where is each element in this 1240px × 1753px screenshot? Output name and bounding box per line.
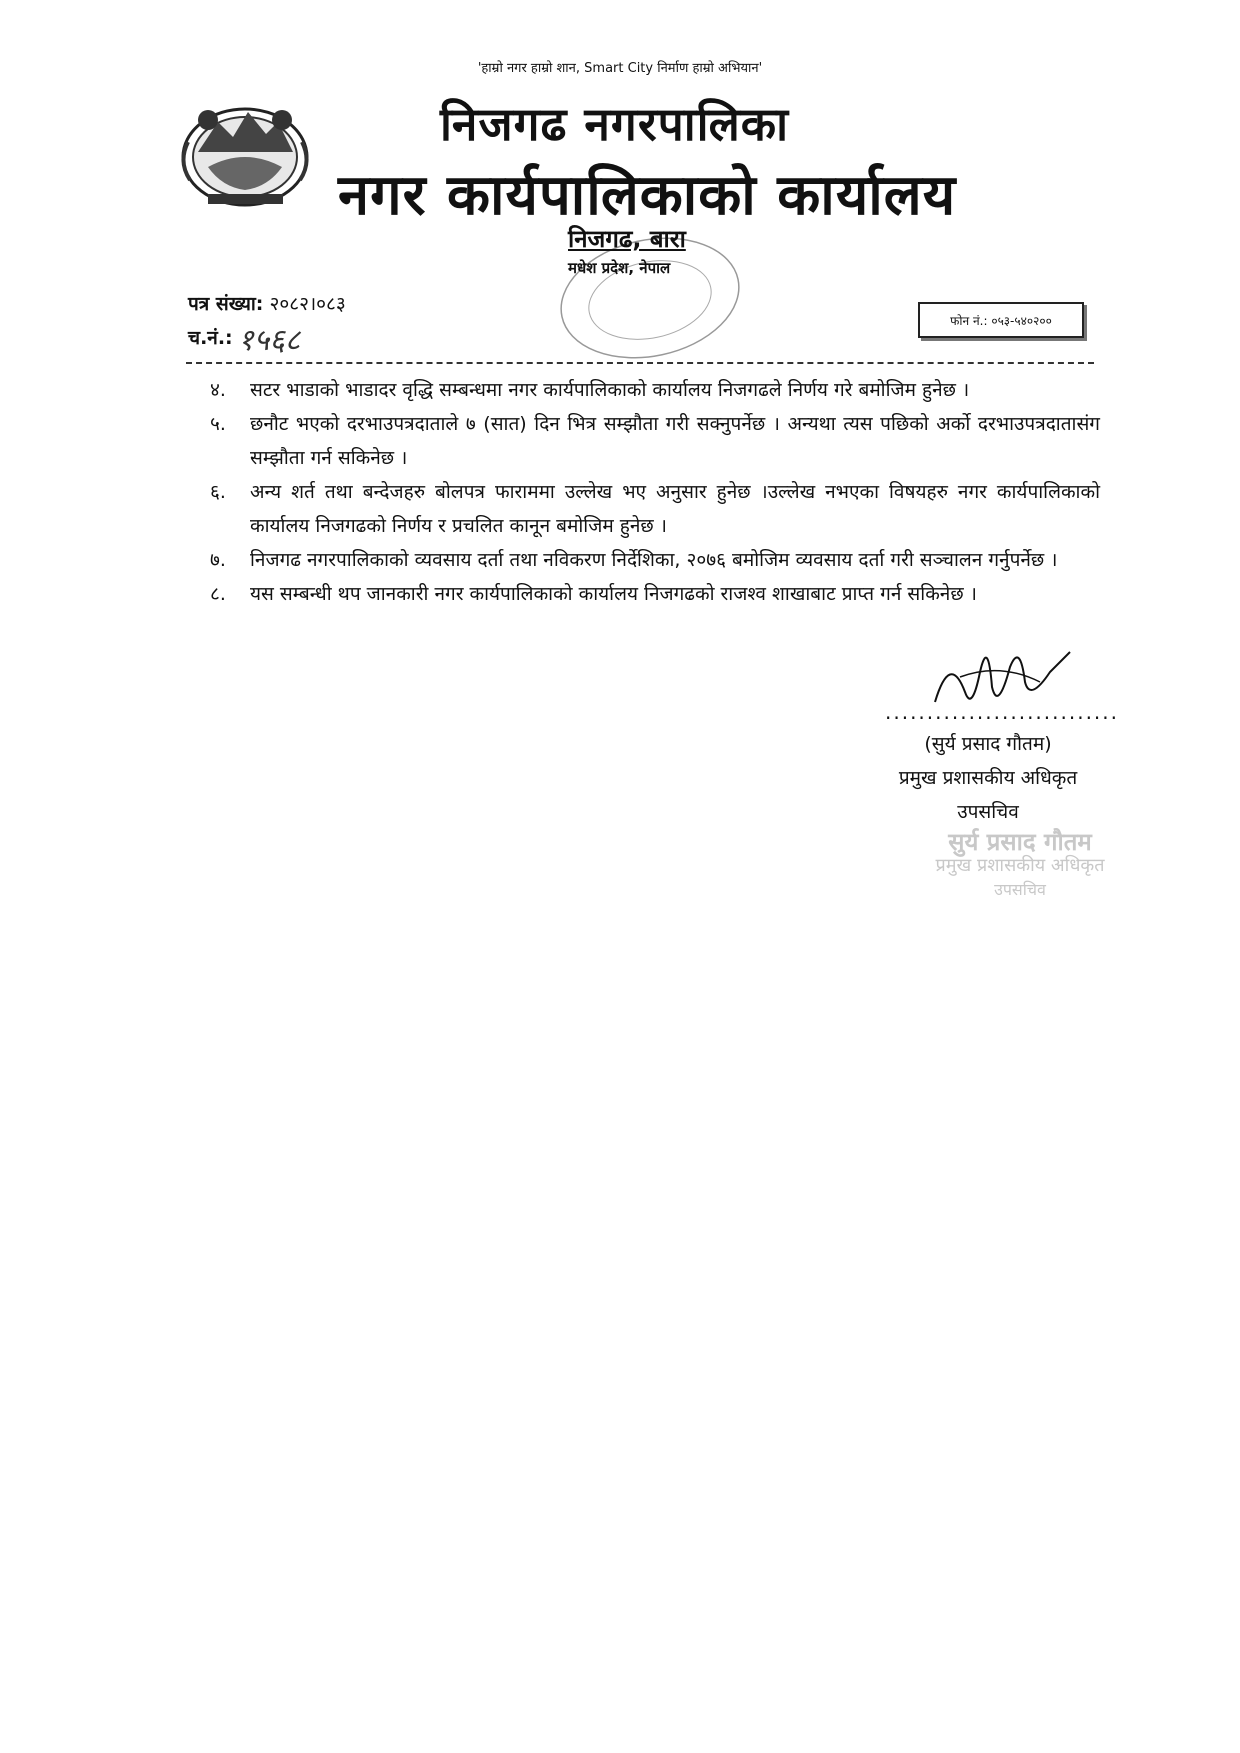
office-name: नगर कार्यपालिकाको कार्यालय xyxy=(338,163,957,228)
organization-name: निजगढ नगरपालिका xyxy=(440,97,790,151)
reference-label: पत्र संख्या: xyxy=(188,293,264,315)
faded-stamp-rank: उपसचिव xyxy=(994,880,1046,899)
dispatch-number-handwritten: १५६८ xyxy=(238,323,301,358)
item-number: ६. xyxy=(210,481,226,503)
item-text: निजगढ नगरपालिकाको व्यवसाय दर्ता तथा नविकरण निर्देशिका, २०७६ बमोजिम व्यवसाय दर्ता गरी सञ्चालन गर्नुपर्नेछ । xyxy=(250,549,1058,571)
item-text: छनौट भएको दरभाउपत्रदाताले ७ (सात) दिन भित्र सम्झौता गरी सक्नुपर्नेछ । अन्यथा त्यस पछिको अर्को दरभाउपत्रदातासंग सम्झौता गर्न सकिनेछ । xyxy=(250,413,1100,469)
signatory-title: प्रमुख प्रशासकीय अधिकृत xyxy=(898,767,1078,789)
list-item xyxy=(210,373,1100,407)
city-line: निजगढ, बारा xyxy=(568,225,686,253)
header-divider xyxy=(186,362,1094,364)
item-text: अन्य शर्त तथा बन्देजहरु बोलपत्र फाराममा उल्लेख भए अनुसार हुनेछ ।उल्लेख नभएका विषयहरु नगर कार्यपालिकाको कार्यालय निजगढको निर्णय र प्रचलित कानून बमोजिम हुनेछ । xyxy=(250,481,1100,537)
faded-name-stamp xyxy=(900,830,1140,902)
signature-line: ............................ xyxy=(885,700,1120,724)
reference-value: २०८२।०८३ xyxy=(269,293,346,315)
list-item xyxy=(210,475,1100,543)
faded-stamp-name: सुर्य प्रसाद गौतम xyxy=(948,828,1092,856)
item-number: ७. xyxy=(210,549,226,571)
faded-stamp-title: प्रमुख प्रशासकीय अधिकृत xyxy=(935,855,1105,876)
list-item xyxy=(210,577,1100,611)
nepal-emblem-icon xyxy=(178,92,313,212)
item-number: ४. xyxy=(210,379,226,401)
signatory-rank: उपसचिव xyxy=(957,801,1019,823)
dispatch-label: च.नं.: xyxy=(188,327,233,349)
slogan: 'हाम्रो नगर हाम्रो शान, Smart City निर्माण हाम्रो अभियान' xyxy=(477,61,763,76)
phone-box: फोन नं.: ०५३-५४०२०० xyxy=(918,302,1084,338)
item-number: ५. xyxy=(210,413,226,435)
list-item xyxy=(210,543,1100,577)
province-line: मधेश प्रदेश, नेपाल xyxy=(568,259,671,277)
item-number: ८. xyxy=(210,583,226,605)
signatory-name: (सुर्य प्रसाद गौतम) xyxy=(924,733,1052,755)
item-text: सटर भाडाको भाडादर वृद्धि सम्बन्धमा नगर कार्यपालिकाको कार्यालय निजगढले निर्णय गरे बमोजिम हुनेछ । xyxy=(250,379,970,401)
list-item xyxy=(210,407,1100,475)
reference-number xyxy=(188,290,346,316)
item-text: यस सम्बन्धी थप जानकारी नगर कार्यपालिकाको कार्यालय निजगढको राजश्व शाखाबाट प्राप्त गर्न सकिनेछ । xyxy=(250,583,977,605)
notice-body xyxy=(210,373,1100,611)
